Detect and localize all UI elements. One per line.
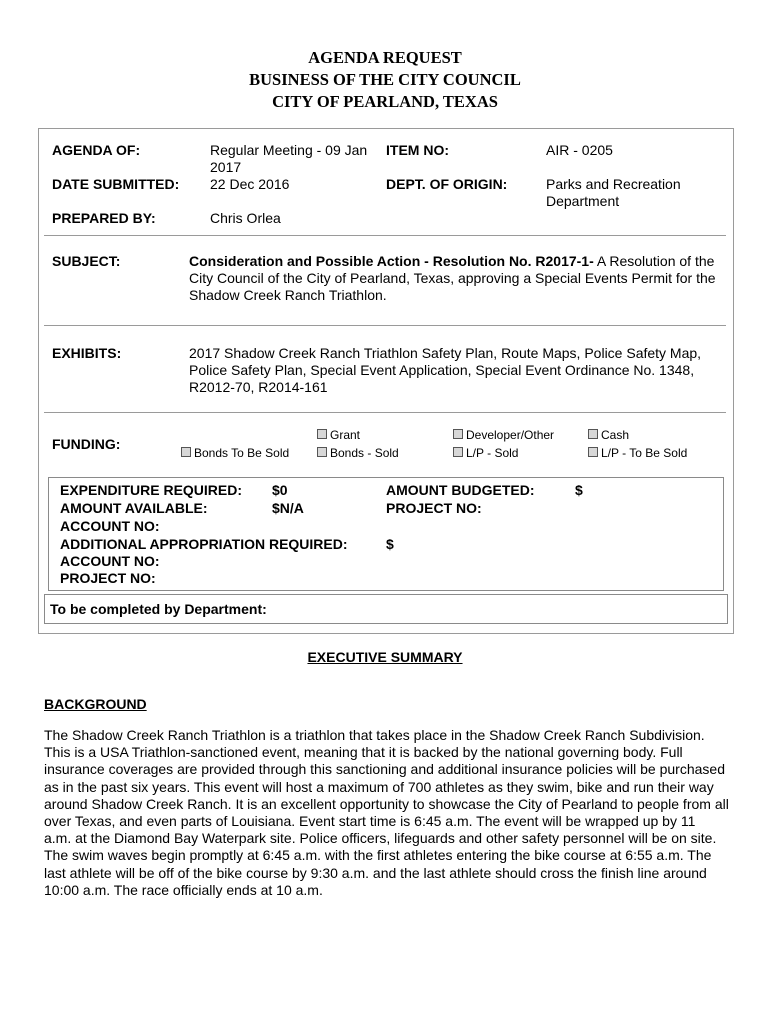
paragraph-line: This is a USA Triathlon-sanctioned event, meaning that it is backed by the national governing body. Full [44, 744, 683, 761]
dept-of-origin-value-line2: Department [546, 193, 620, 209]
header-line-2: BUSINESS OF THE CITY COUNCIL [249, 70, 521, 89]
paragraph-line: as in the past six years. This event will host a maximum of 700 athletes as they swim, bike and run their way [44, 778, 714, 795]
dept-of-origin-label: DEPT. OF ORIGIN: [386, 176, 508, 192]
grant-label: Grant [330, 428, 361, 442]
additional-appropriation-label: ADDITIONAL APPROPRIATION REQUIRED: [60, 536, 348, 552]
funding-label: FUNDING: [52, 436, 121, 452]
paragraph-line: The swim waves begin promptly at 6:45 a.m. with the first athletes entering the bike course at 6:55 a.m. The [44, 847, 712, 864]
executive-summary-title: EXECUTIVE SUMMARY [307, 649, 463, 665]
bonds-to-be-sold-checkbox[interactable] [181, 447, 191, 457]
amount-available-label: AMOUNT AVAILABLE: [60, 500, 208, 516]
developer-other-checkbox[interactable] [453, 429, 463, 439]
developer-other-label: Developer/Other [466, 428, 555, 442]
background-paragraph [44, 727, 734, 899]
exhibits-line-2: Police Safety Plan, Special Event Application, Special Event Ordinance No. 1348, [189, 362, 695, 378]
prepared-by-label: PREPARED BY: [52, 210, 156, 226]
header-line-3: CITY OF PEARLAND, TEXAS [272, 92, 498, 111]
paragraph-line: a.m. at the Diamond Bay Waterpark site. Police officers, lifeguards and other safety personnel will be on site. [44, 830, 717, 847]
amount-budgeted-label: AMOUNT BUDGETED: [386, 482, 535, 498]
paragraph-line: around Shadow Creek Ranch. It is an excellent opportunity to showcase the City of Pearland to people from all [44, 795, 729, 812]
lp-to-be-sold-checkbox[interactable] [588, 447, 598, 457]
subject-line-1 [189, 253, 714, 270]
background-heading: BACKGROUND [44, 696, 147, 712]
project-no-label: PROJECT NO: [386, 500, 482, 516]
paragraph-line: over Texas, and even parts of Louisiana. Event start time is 6:45 a.m. The event will be wrapped up by 11 [44, 813, 696, 830]
subject-line-1-rest: A Resolution of the [593, 253, 715, 269]
account-no-label: ACCOUNT NO: [60, 518, 160, 534]
completed-by-label: To be completed by Department: [50, 601, 267, 617]
subject-resolution-bold: Consideration and Possible Action - Resolution No. R2017-1- [189, 253, 594, 269]
bonds-sold-checkbox[interactable] [317, 447, 327, 457]
cash-checkbox[interactable] [588, 429, 598, 439]
amount-available-value: $N/A [272, 500, 304, 516]
date-submitted-value: 22 Dec 2016 [210, 176, 290, 192]
subject-label: SUBJECT: [52, 253, 121, 269]
agenda-of-value-line1: Regular Meeting - 09 Jan [210, 142, 368, 158]
document-header [0, 47, 770, 113]
account-no-2-label: ACCOUNT NO: [60, 553, 160, 569]
subject-line-2: City Council of the City of Pearland, Texas, approving a Special Events Permit for the [189, 270, 716, 286]
prepared-by-value: Chris Orlea [210, 210, 281, 226]
agenda-of-value-line2: 2017 [210, 159, 242, 175]
expenditure-required-label: EXPENDITURE REQUIRED: [60, 482, 243, 498]
divider [44, 235, 726, 236]
bonds-to-be-sold-label: Bonds To Be Sold [194, 446, 290, 460]
bonds-sold-label: Bonds - Sold [330, 446, 399, 460]
paragraph-line: The Shadow Creek Ranch Triathlon is a triathlon that takes place in the Shadow Creek Ranch Subdivision. [44, 727, 705, 743]
exhibits-label: EXHIBITS: [52, 345, 122, 361]
additional-appropriation-value: $ [386, 536, 394, 552]
expenditure-required-value: $0 [272, 482, 288, 498]
divider [44, 325, 726, 326]
exhibits-line-1: 2017 Shadow Creek Ranch Triathlon Safety Plan, Route Maps, Police Safety Map, [189, 345, 702, 361]
header-line-1: AGENDA REQUEST [308, 48, 462, 67]
lp-sold-checkbox[interactable] [453, 447, 463, 457]
date-submitted-label: DATE SUBMITTED: [52, 176, 180, 192]
paragraph-line: last athlete will be off of the bike course by 9:30 a.m. and the last athlete should cross the finish line around [44, 864, 707, 881]
grant-checkbox[interactable] [317, 429, 327, 439]
paragraph-line: 10:00 a.m. The race officially ends at 10 a.m. [44, 881, 323, 898]
dept-of-origin-value-line1: Parks and Recreation [546, 176, 681, 192]
divider [44, 412, 726, 413]
subject-line-3: Shadow Creek Ranch Triathlon. [189, 287, 387, 303]
exhibits-line-3: R2012-70, R2014-161 [189, 379, 328, 395]
item-no-label: ITEM NO: [386, 142, 449, 158]
agenda-of-label: AGENDA OF: [52, 142, 141, 158]
lp-sold-label: L/P - Sold [466, 446, 519, 460]
cash-label: Cash [601, 428, 630, 442]
project-no-2-label: PROJECT NO: [60, 570, 156, 586]
lp-to-be-sold-label: L/P - To Be Sold [601, 446, 688, 460]
paragraph-line: insurance coverages are provided through this sanctioning and additional insurance policies will be purchased [44, 761, 725, 778]
amount-budgeted-value: $ [575, 482, 583, 498]
item-no-value: AIR - 0205 [546, 142, 613, 158]
